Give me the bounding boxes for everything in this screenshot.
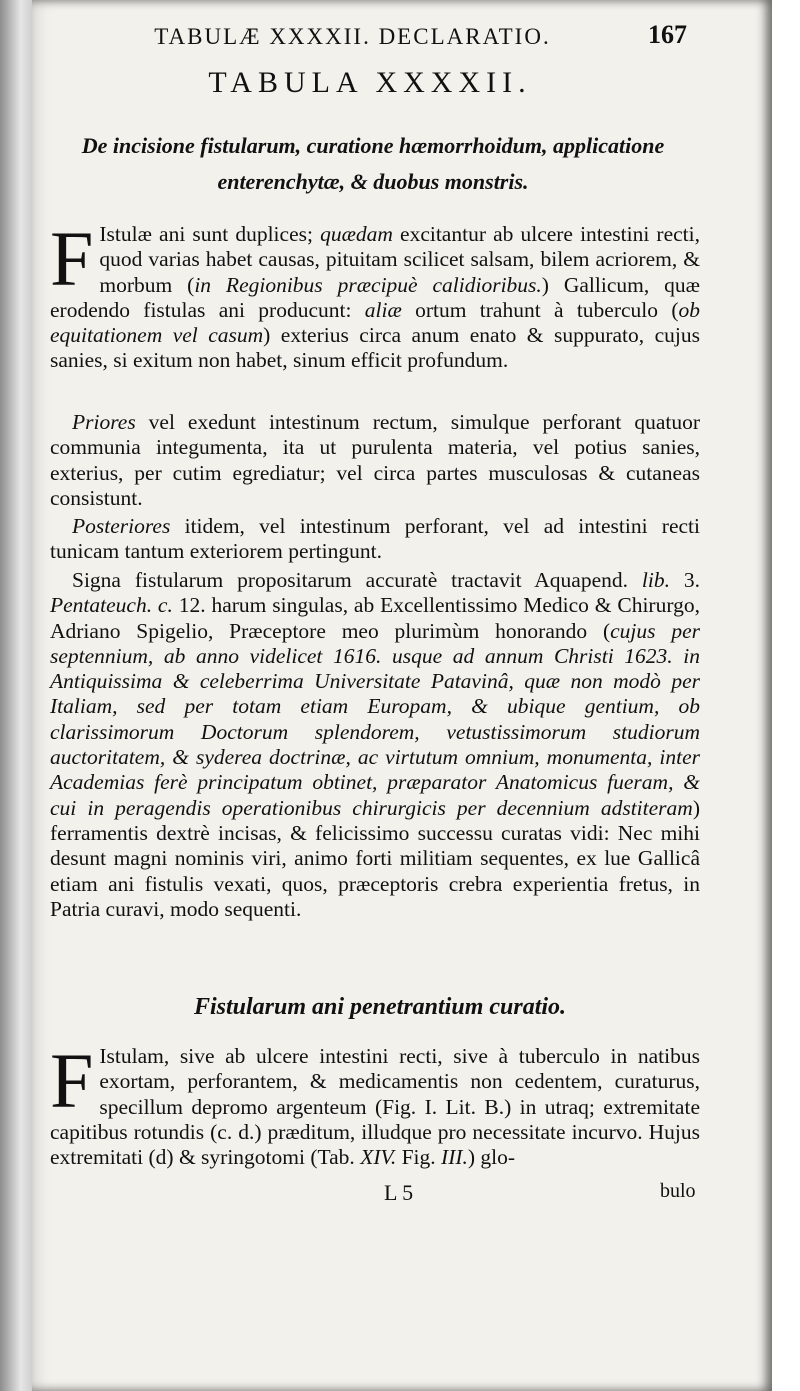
para2-text-1: Priores (72, 410, 136, 434)
drop-cap: F (50, 215, 94, 302)
para1-text-4: in Regionibus præcipuè calidioribus. (194, 272, 542, 297)
paragraph-5 (50, 1037, 700, 1170)
para4-text-5: 12. harum singulas, ab Excellentissimo Medico & Chirurgo, Adriano Spigelio, Præceptore meo plurimùm honorando ( (50, 593, 700, 643)
para1-text-2: quædam (320, 222, 393, 246)
para3-text-2: itidem, vel intestinum perforant, vel ad intestini recti tunicam tantum exteriorem pertingunt. (50, 514, 700, 564)
para4-text-3: 3. (669, 568, 700, 592)
para4-text-2: lib. (641, 568, 670, 592)
paragraph-1 (50, 215, 701, 374)
para1-text-5: ) Gallicum, quæ erodendo fistulas ani producunt: (50, 272, 700, 322)
drop-cap-2: F (50, 1037, 94, 1124)
paragraph-4 (50, 568, 700, 922)
para1-text-8: ob equitationem vel casum (50, 297, 700, 348)
page-title: TABULA XXXXII. (208, 66, 532, 99)
para1-text-1: Istulæ ani sunt duplices; (99, 222, 321, 246)
para1-text-7: ortum trahunt à tuberculo ( (401, 297, 679, 322)
para5-text-1: Istulam, sive ab ulcere intestini recti, sive à tuberculo in natibus exortam, perforantem, & medicamentis non cedentem, curaturus, specillum depromo argenteum (Fig. I. Lit. B.) in utraq; extremitate capitibus rotundis (c. d.) præditum, illudque pro necessitate incurvo. Hujus extremitati (d) & syringotomi (Tab. (50, 1044, 700, 1170)
para2-text-2: vel exedunt intestinum rectum, simulque perforant quatuor communia integumenta, ita ut purulenta materia, vel potius sanies, exterius, per cutim egrediatur; vel circa partes musculosas & cutaneas consistunt. (50, 410, 700, 510)
para1-text-9: ) exterius circa anum enato & suppurato, cujus sanies, si exitum non habet, sinum efficit profundum. (50, 323, 700, 373)
paragraph-2 (50, 410, 700, 511)
running-head: TABULÆ XXXXII. DECLARATIO. (154, 24, 551, 49)
para5-text-3: Fig. (396, 1145, 442, 1170)
paragraph-3 (50, 514, 700, 565)
catchword: bulo (660, 1180, 696, 1202)
para4-text-4: Pentateuch. c. (50, 593, 173, 618)
para5-text-4: III. (441, 1145, 468, 1170)
para4-text-6: cujus per septennium, ab anno videlicet 1616. usque ad annum Christi 1623. in Antiquissima & celeberrima Universitate Patavinâ, quæ non modò per Italiam, sed per totam etiam Europam, & ubique gentium, ob clarissimorum Doctorum splendorem, vetustissimorum studiorum auctoritatem, & syderea doctrinæ, ac virtutum omnium, monumenta, inter Academias ferè principatum obtinet, præparator Anatomicus fueram, & cui in peragendis operationibus chirurgicis per decennium adstiteram (50, 618, 700, 820)
para4-text-7: ) ferramentis dextrè incisas, & felicissimo successu curatas vidi: Nec mihi desunt magni nominis viri, animo forti militiam sequentes, ex lue Gallicâ etiam ani fistulis vexati, quos, præceptoris crebra experientia fretus, in Patria curavi, modo sequenti. (50, 795, 700, 921)
chapter-subtitle: De incisione fistularum, curatione hæmorrhoidum, applicatione enterenchytæ, & duobus monstris. (81, 133, 665, 194)
page-number: 167 (648, 20, 687, 49)
para5-text-5: ) glo- (467, 1145, 516, 1170)
binding-edge (0, 0, 32, 1391)
para5-text-2: XIV. (360, 1145, 397, 1170)
para4-text-1: Signa fistularum propositarum accuratè tractavit Aquapend. (72, 568, 642, 592)
para1-text-3: excitantur ab ulcere intestini recti, quod varias habet causas, pituitam scilicet salsam, bilem acriorem, & morbum ( (99, 222, 701, 297)
signature-mark: L 5 (384, 1180, 414, 1205)
section-heading: Fistularum ani penetrantium curatio. (193, 994, 567, 1020)
para1-text-6: aliæ (364, 297, 402, 322)
para3-text-1: Posteriores (72, 514, 171, 538)
